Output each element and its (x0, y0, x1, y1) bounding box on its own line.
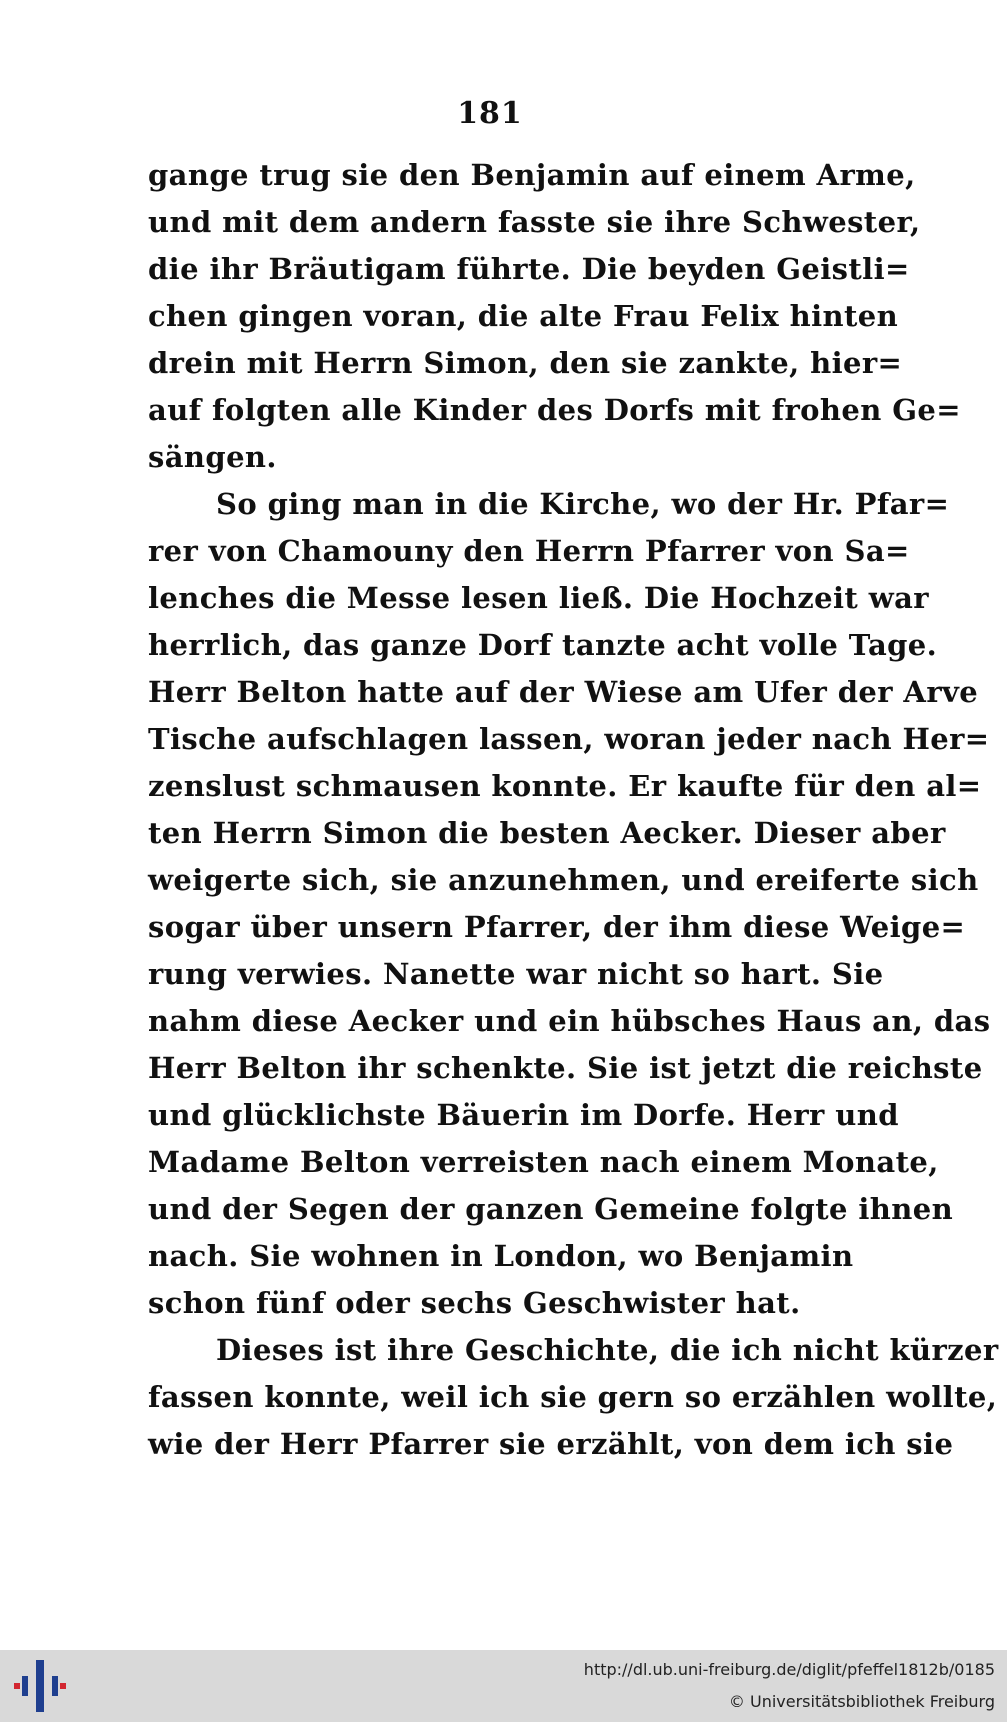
text-line: Herr Belton ihr schenkte. Sie ist jetzt die reichste (148, 1051, 983, 1085)
copyright-notice: © Universitätsbibliothek Freiburg (728, 1692, 995, 1711)
viewer-footer (0, 1650, 1007, 1722)
text-line: und der Segen der ganzen Gemeine folgte ihnen (148, 1192, 954, 1226)
text-line: Madame Belton verreisten nach einem Monate, (148, 1145, 939, 1179)
text-line: Herr Belton hatte auf der Wiese am Ufer der Arve (148, 675, 979, 709)
text-line: herrlich, das ganze Dorf tanzte acht volle Tage. (148, 628, 938, 662)
text-line: gange trug sie den Benjamin auf einem Arme, (148, 158, 916, 192)
text-line: lenches die Messe lesen ließ. Die Hochzeit war (148, 581, 929, 615)
ub-freiburg-logo-icon[interactable] (14, 1658, 66, 1714)
text-line: Dieses ist ihre Geschichte, die ich nicht kürzer (216, 1333, 999, 1367)
text-line: rung verwies. Nanette war nicht so hart. Sie (148, 957, 884, 991)
text-line: zenslust schmausen konnte. Er kaufte für den al= (148, 769, 982, 803)
page-text (148, 152, 999, 1468)
text-line: und mit dem andern fasste sie ihre Schwester, (148, 205, 921, 239)
text-line: sogar über unsern Pfarrer, der ihm diese Weige= (148, 910, 966, 944)
text-line: Tische aufschlagen lassen, woran jeder nach Her= (148, 722, 990, 756)
page-number: 181 (457, 96, 523, 131)
text-line: ten Herrn Simon die besten Aecker. Dieser aber (148, 816, 946, 850)
text-line: wie der Herr Pfarrer sie erzählt, von dem ich sie (148, 1427, 954, 1461)
text-line: rer von Chamouny den Herrn Pfarrer von Sa= (148, 534, 910, 568)
text-line: sängen. (148, 440, 277, 474)
text-line: chen gingen voran, die alte Frau Felix hinten (148, 299, 899, 333)
text-line: So ging man in die Kirche, wo der Hr. Pfar= (216, 487, 950, 521)
text-line: und glücklichste Bäuerin im Dorfe. Herr und (148, 1098, 899, 1132)
text-line: weigerte sich, sie anzunehmen, und ereiferte sich (148, 863, 979, 897)
text-line: nach. Sie wohnen in London, wo Benjamin (148, 1239, 854, 1273)
text-line: auf folgten alle Kinder des Dorfs mit frohen Ge= (148, 393, 961, 427)
permalink-url[interactable]: http://dl.ub.uni-freiburg.de/diglit/pfeffel1812b/0185 (583, 1660, 995, 1679)
text-line: drein mit Herrn Simon, den sie zankte, hier= (148, 346, 903, 380)
text-line: schon fünf oder sechs Geschwister hat. (148, 1286, 801, 1320)
text-line: die ihr Bräutigam führte. Die beyden Geistli= (148, 252, 910, 286)
text-line: fassen konnte, weil ich sie gern so erzählen wollte, (148, 1380, 998, 1414)
text-line: nahm diese Aecker und ein hübsches Haus an, das (148, 1004, 991, 1038)
